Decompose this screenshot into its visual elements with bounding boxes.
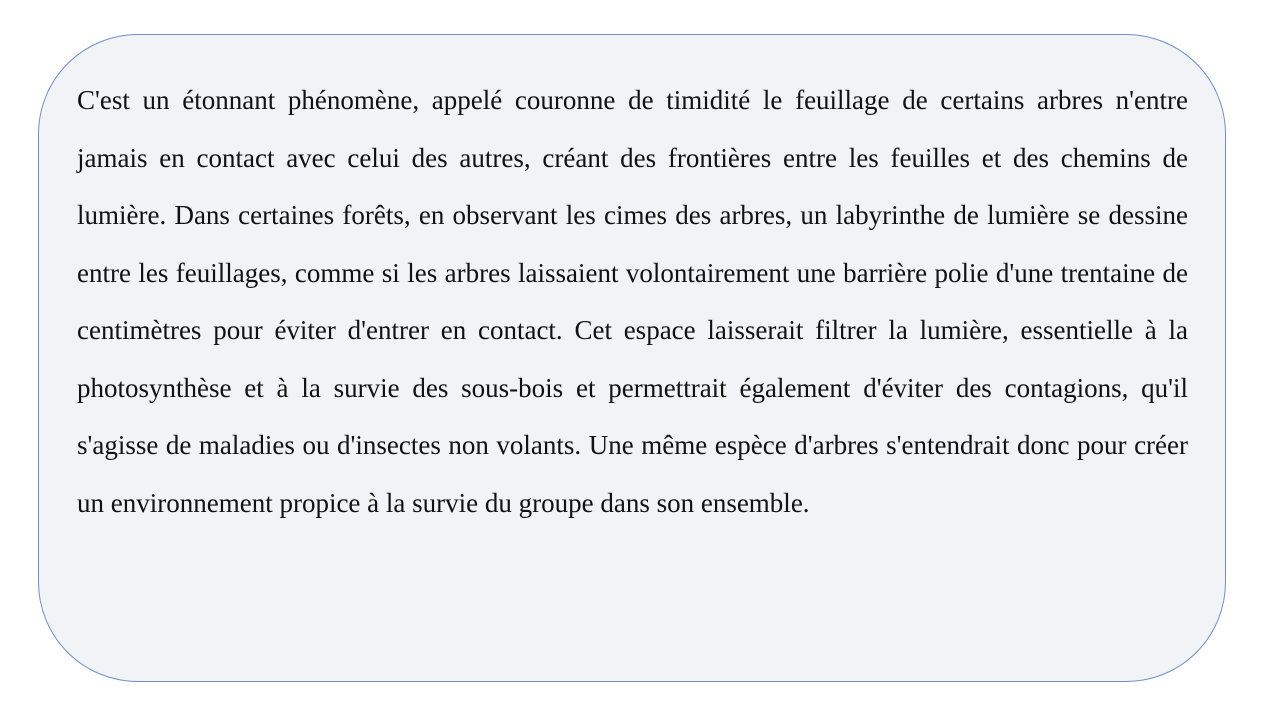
paragraph-text: C'est un étonnant phénomène, appelé couronne de timidité le feuillage de certains arbres n'entre jamais en contact avec celui des autres, créant des frontières entre les feuilles et des chemins de lumière. Dans certaines forêts, en observant les cimes des arbres, un labyrinthe de lumière se dessine entre les feuillages, comme si les arbres laissaient volontairement une barrière polie d'une trentaine de centimètres pour éviter d'entrer en contact. Cet espace laisserait filtrer la lumière, essentielle à la photosynthèse et à la survie des sous-bois et permettrait également d'éviter des contagions, qu'il s'agisse de maladies ou d'insectes non volants. Une même espèce d'arbres s'entendrait donc pour créer un environnement propice à la survie du groupe dans son ensemble.: [77, 85, 1188, 518]
